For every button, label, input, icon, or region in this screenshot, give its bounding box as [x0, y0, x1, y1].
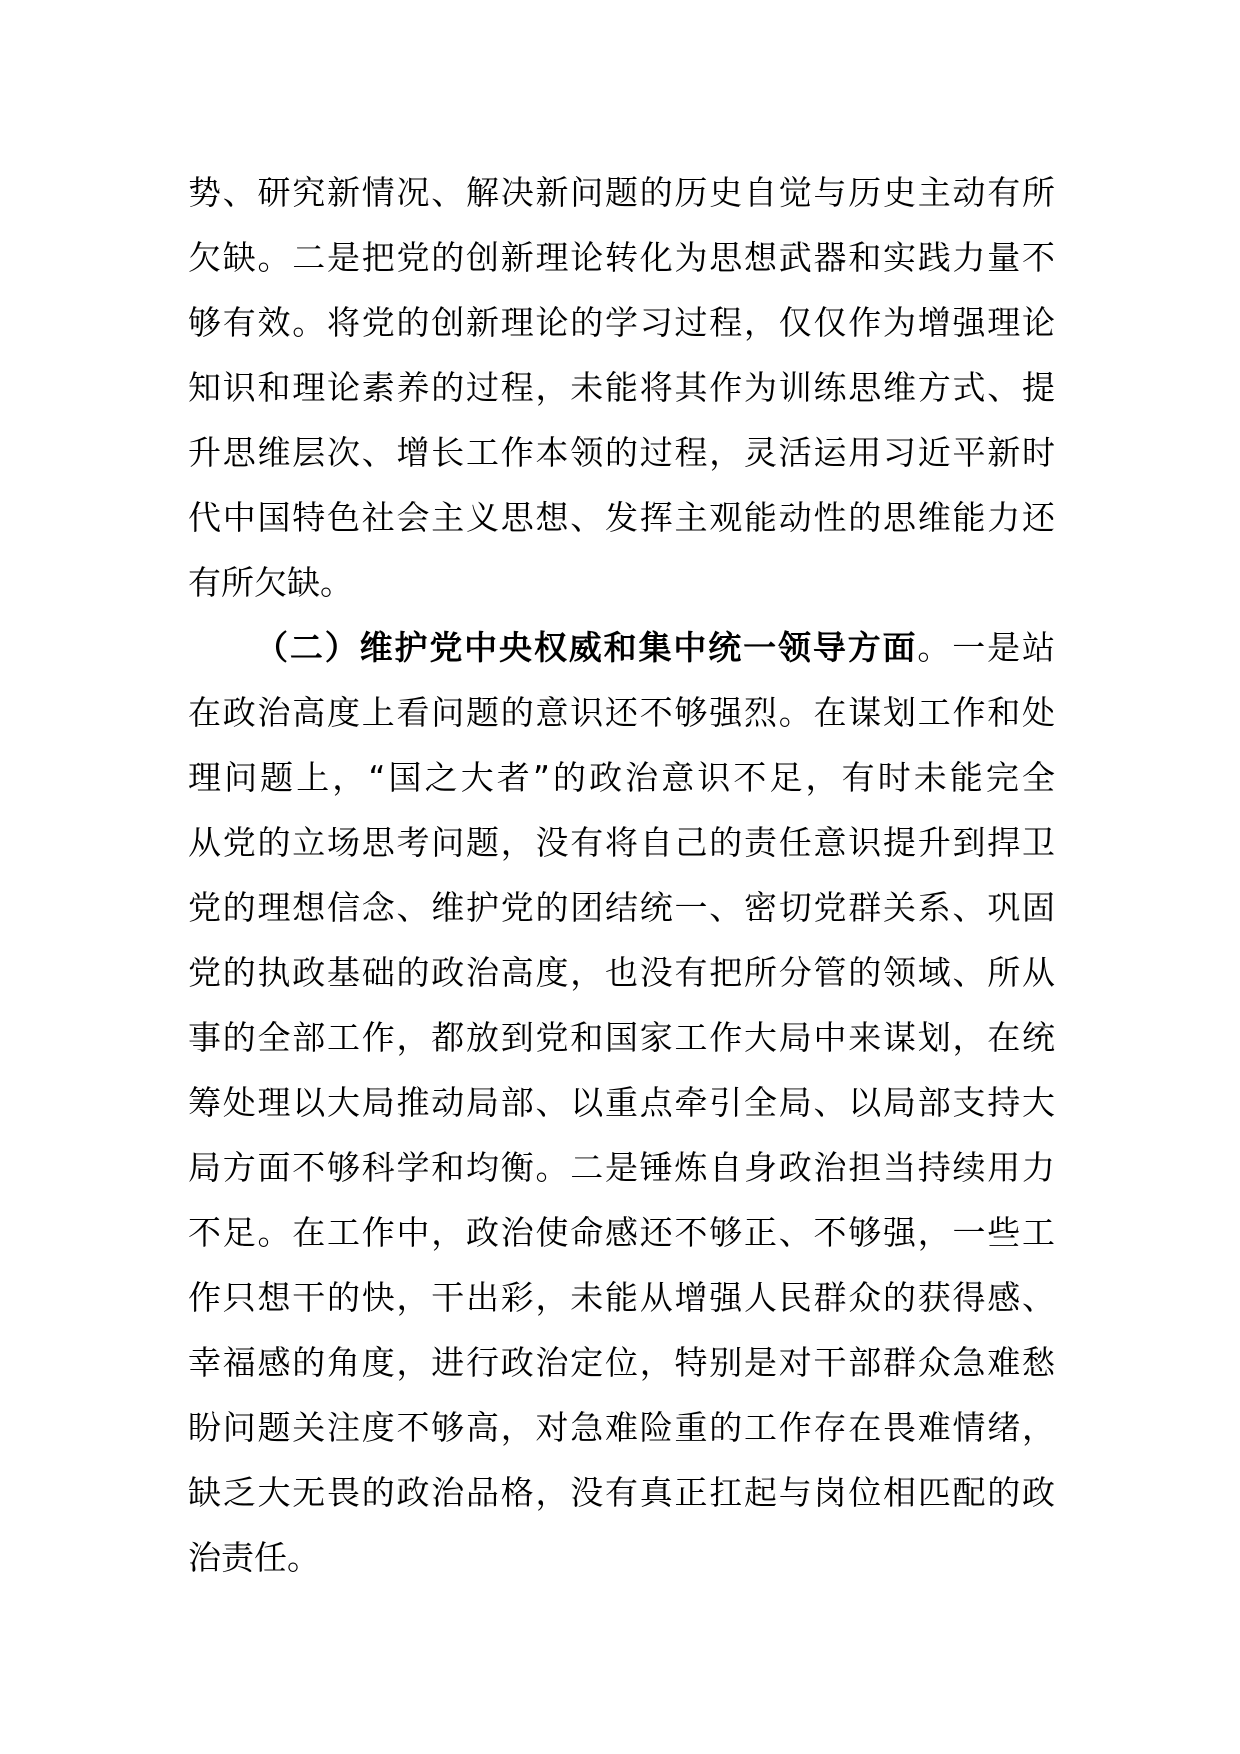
text-line: 事的全部工作，都放到党和国家工作大局中来谋划，在统 [188, 1018, 1055, 1057]
text-line: 幸福感的角度，进行政治定位，特别是对干部群众急难愁 [188, 1343, 1055, 1382]
section-heading-line [188, 615, 1055, 680]
text-line: 缺乏大无畏的政治品格，没有真正扛起与岗位相匹配的政 [188, 1473, 1055, 1512]
text-line: 知识和理论素养的过程，未能将其作为训练思维方式、提 [188, 368, 1055, 407]
text-line: 够有效。将党的创新理论的学习过程，仅仅作为增强理论 [188, 303, 1055, 342]
text-line: 盼问题关注度不够高，对急难险重的工作存在畏难情绪， [188, 1408, 1055, 1447]
text-line: 局方面不够科学和均衡。二是锤炼自身政治担当持续用力 [188, 1148, 1055, 1187]
text-line: 筹处理以大局推动局部、以重点牵引全局、以局部支持大 [188, 1083, 1055, 1122]
section-heading: （二）维护党中央权威和集中统一领导方面 [255, 628, 918, 667]
body-text [188, 160, 1055, 1590]
text-line: 作只想干的快，干出彩，未能从增强人民群众的获得感、 [188, 1278, 1055, 1317]
text-line: 从党的立场思考问题，没有将自己的责任意识提升到捍卫 [188, 823, 1055, 862]
text-line: 势、研究新情况、解决新问题的历史自觉与历史主动有所 [188, 173, 1055, 212]
text-line: 理问题上，“国之大者”的政治意识不足，有时未能完全 [188, 758, 1055, 797]
heading-line-rest: 。一是站 [917, 628, 1056, 667]
text-line: 在政治高度上看问题的意识还不够强烈。在谋划工作和处 [188, 693, 1055, 732]
text-line: 代中国特色社会主义思想、发挥主观能动性的思维能力还 [188, 498, 1055, 537]
text-line: 党的执政基础的政治高度，也没有把所分管的领域、所从 [188, 953, 1055, 992]
text-line: 欠缺。二是把党的创新理论转化为思想武器和实践力量不 [188, 238, 1055, 277]
text-line: 升思维层次、增长工作本领的过程，灵活运用习近平新时 [188, 433, 1055, 472]
text-line: 治责任。 [188, 1538, 320, 1577]
text-line: 有所欠缺。 [188, 563, 353, 602]
text-line: 党的理想信念、维护党的团结统一、密切党群关系、巩固 [188, 888, 1055, 927]
text-line: 不足。在工作中，政治使命感还不够正、不够强，一些工 [188, 1213, 1055, 1252]
